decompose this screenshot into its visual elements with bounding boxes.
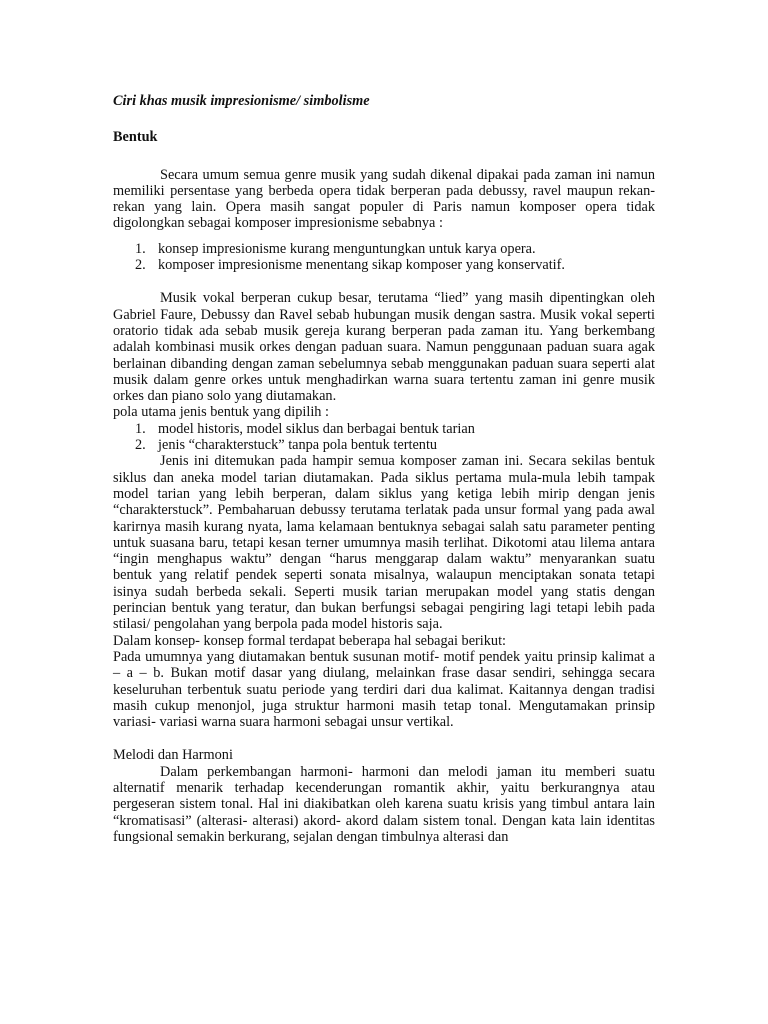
numbered-list-1 [113, 241, 655, 274]
list-item-text: komposer impresionisme menentang sikap komposer yang konservatif. [158, 257, 565, 274]
list-number: 2. [135, 257, 146, 274]
list-number: 1. [135, 240, 146, 257]
list-item-text: konsep impresionisme kurang menguntungkan untuk karya opera. [158, 240, 536, 257]
paragraph-3: pola utama jenis bentuk yang dipilih : [113, 404, 330, 421]
list-item [113, 421, 655, 437]
list-number: 1. [135, 420, 146, 437]
list-number: 2. [135, 437, 146, 454]
list-item [113, 437, 655, 453]
list-item [113, 257, 655, 273]
blank-line [113, 730, 655, 747]
paragraph-7: Dalam perkembangan harmoni- harmoni dan melodi jaman itu memberi suatu alternatif menarik terhadap kecenderungan romantik akhir, yaitu berkurangnya atau pergeseran sistem tonal. Hal ini diakibatkan oleh karena suatu krisis yang timbul antara lain “kromatisasi” (alterasi- alterasi) akord- akord dalam sistem tonal. Dengan kata lain identitas fungsional semakin berkurang, sejalan dengan timbulnya alterasi dan [113, 763, 655, 845]
paragraph-2: Musik vokal berperan cukup besar, terutama “lied” yang masih dipentingkan oleh Gabriel Faure, Debussy dan Ravel sebab hubungan musik dengan sastra. Musik vokal seperti oratorio tidak ada sebab musik gereja kurang berperan pada zaman itu. Yang berkembang adalah kombinasi musik orkes dengan paduan suara. Namun penggunaan paduan suara agak berlainan dibanding dengan zaman sebelumnya sebab menggunakan paduan suara seperti alat musik dalam genre orkes untuk menghadirkan warna suara tertentu zaman ini genre musik orkes dan piano solo yang diutamakan. [113, 290, 655, 405]
list-item-text: jenis “charakterstuck” tanpa pola bentuk tertentu [158, 437, 438, 454]
section-heading-melodi: Melodi dan Harmoni [113, 747, 233, 764]
document-title: Ciri khas musik impresionisme/ simbolisme [113, 93, 370, 109]
document-page [113, 93, 655, 845]
section-heading-bentuk: Bentuk [113, 129, 158, 146]
paragraph-6: Pada umumnya yang diutamakan bentuk susunan motif- motif pendek yaitu prinsip kalimat a – a – b. Bukan motif dasar yang diulang, melainkan frase dasar sendiri, sehingga secara keseluruhan terbentuk suatu periode yang terdiri dari dua kalimat. Kaitannya dengan tradisi masih cukup menonjol, juga struktur harmoni masih tetap tonal. Mengutamakan prinsip variasi- variasi warna suara harmoni sebagai unsur vertikal. [113, 648, 655, 731]
list-item-text: model historis, model siklus dan berbagai bentuk tarian [158, 420, 475, 437]
paragraph-4: Jenis ini ditemukan pada hampir semua komposer zaman ini. Secara sekilas bentuk siklus dan aneka model tarian diutamakan. Pada siklus pertama mula-mula lebih tampak model tarian yang lebih berperan, dalam siklus yang ketiga lebih mirip dengan jenis “charakterstuck”. Pembaharuan debussy terutama terlatak pada unsur formal yang pada awal karirnya masih kurang nyata, lama kelamaan bentuknya sebagai salah satu parameter penting untuk suasana baru, tetapi kesan terner umumnya masih terlihat. Dikotomi atau lilema antara “ingin menghapus waktu” dengan “harus menggarap dalam waktu” menyarankan suatu bentuk yang relatif pendek seperti sonata misalnya, walaupun menciptakan sonata tetapi isinya sudah berbeda sekali. Seperti musik tarian merupakan model yang statis dengan perincian bentuk yang teratur, dan bukan berfungsi sebagai pengiring lagi tetapi lebih pada stilasi/ pengolahan yang berpola pada model historis saja. [113, 453, 655, 633]
paragraph-1: Secara umum semua genre musik yang sudah dikenal dipakai pada zaman ini namun memiliki persentase yang berbeda opera tidak berperan pada debussy, ravel maupun rekan-rekan yang lain. Opera masih sangat populer di Paris namun komposer opera tidak digolongkan sebagai komposer impresionisme sebabnya : [113, 166, 655, 232]
paragraph-5: Dalam konsep- konsep formal terdapat beberapa hal sebagai berikut: [113, 632, 507, 649]
numbered-list-2 [113, 421, 655, 454]
list-item [113, 241, 655, 257]
